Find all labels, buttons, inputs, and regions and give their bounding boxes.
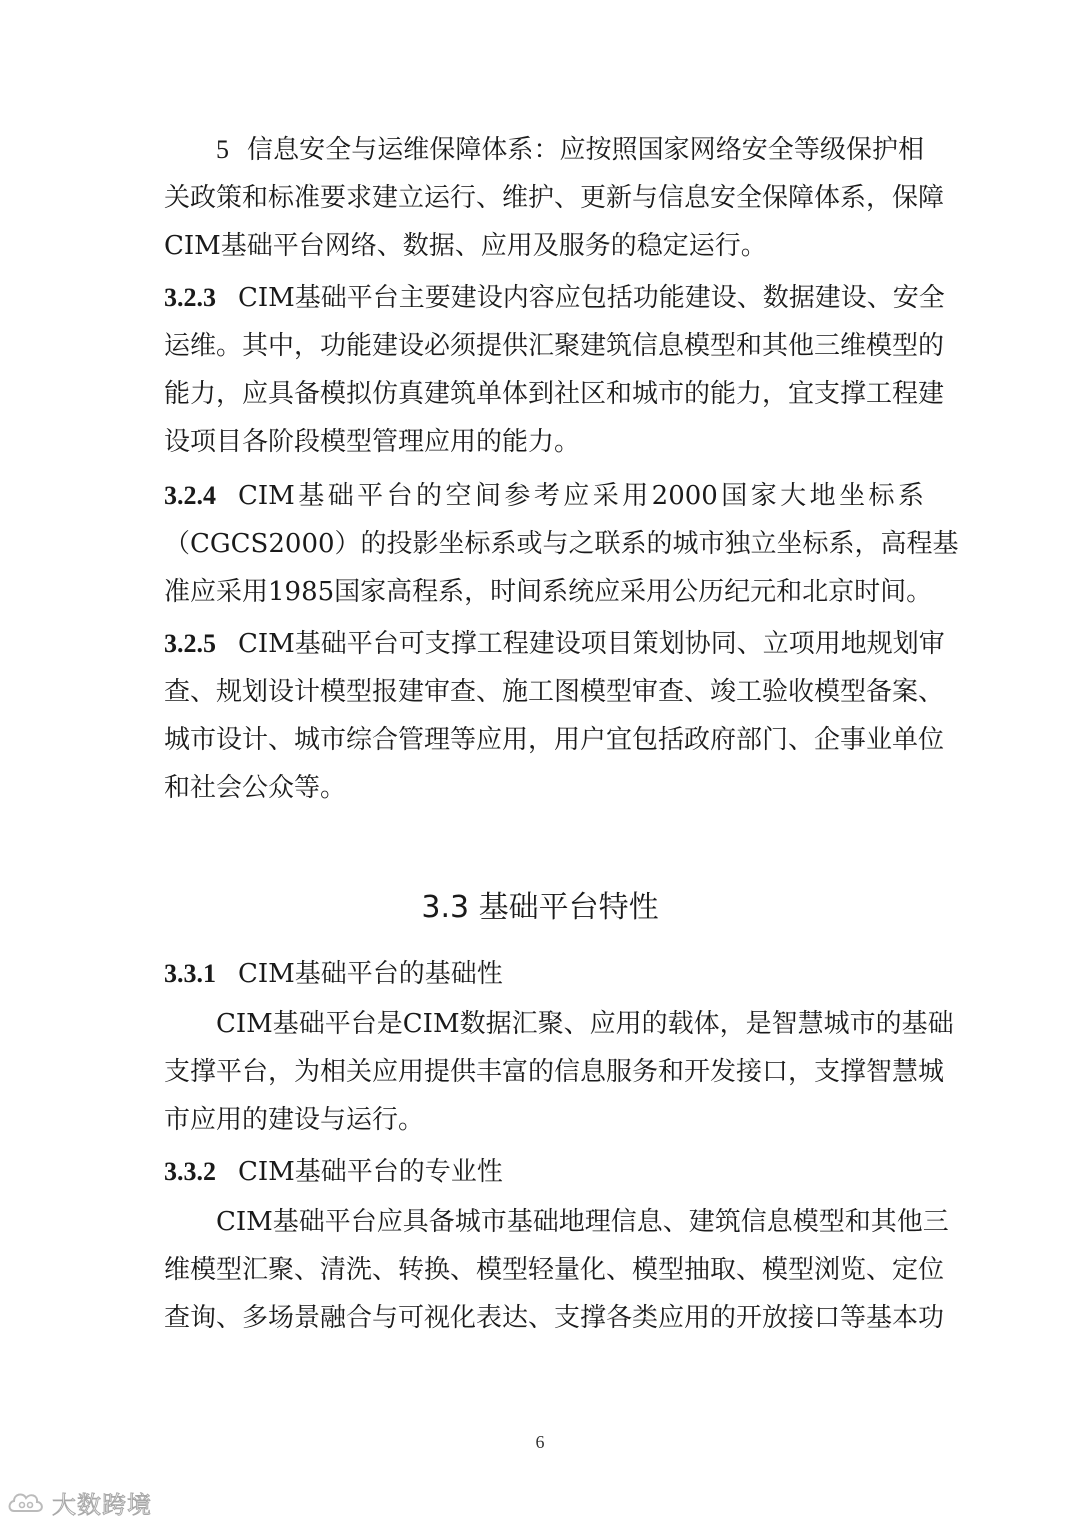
line-text: CIM基础平台的基础性 [238, 959, 503, 989]
paragraph-line [164, 228, 924, 264]
line-text: 设项目各阶段模型管理应用的能力。 [164, 427, 581, 457]
line-text: CIM基础平台可支撑工程建设项目策划协同、立项用地规划审 [238, 629, 945, 659]
line-text: 查询、多场景融合与可视化表达、支撑各类应用的开放接口等基本功 [164, 1303, 945, 1333]
paragraph-line [164, 770, 924, 806]
clause-line [164, 478, 924, 514]
clause-number: 3.3.1 [164, 959, 216, 988]
page-number: 6 [535, 1432, 545, 1452]
line-text: 城市设计、城市综合管理等应用，用户宜包括政府部门、企事业单位 [164, 725, 945, 755]
paragraph-line [164, 1300, 945, 1336]
cloud-logo-icon [6, 1487, 46, 1517]
line-text: 信息安全与运维保障体系：应按照国家网络安全等级保护相 [247, 135, 924, 165]
line-text: （CGCS2000）的投影坐标系或与之联系的城市独立坐标系，高程基 [164, 529, 959, 559]
line-text: 支撑平台，为相关应用提供丰富的信息服务和开发接口，支撑智慧城 [164, 1057, 945, 1087]
line-text: CIM基础平台是CIM数据汇聚、应用的载体，是智慧城市的基础 [216, 1009, 954, 1039]
line-text: 市应用的建设与运行。 [164, 1105, 425, 1135]
line-text: 准应采用1985国家高程系，时间系统应采用公历纪元和北京时间。 [164, 577, 933, 607]
line-text: 能力，应具备模拟仿真建筑单体到社区和城市的能力，宜支撑工程建 [164, 379, 945, 409]
paragraph-line [164, 424, 924, 460]
clause-number: 3.2.5 [164, 629, 216, 658]
line-text: CIM基础平台应具备城市基础地理信息、建筑信息模型和其他三 [216, 1207, 949, 1237]
line-text: CIM基础平台主要建设内容应包括功能建设、数据建设、安全 [238, 283, 945, 313]
line-text: 运维。其中，功能建设必须提供汇聚建筑信息模型和其他三维模型的 [164, 331, 945, 361]
line-text: 维模型汇聚、清洗、转换、模型轻量化、模型抽取、模型浏览、定位 [164, 1255, 945, 1285]
paragraph-line [164, 1102, 924, 1138]
paragraph-line [216, 1204, 949, 1240]
item-number: 5 [216, 135, 229, 164]
paragraph-line [164, 722, 945, 758]
clause-number: 3.2.4 [164, 481, 216, 510]
paragraph-line [164, 376, 945, 412]
paragraph-line [164, 328, 945, 364]
section-heading: 3.3 基础平台特性 [421, 890, 659, 925]
paragraph-line [164, 574, 933, 610]
clause-line [164, 280, 945, 316]
line-text: 和社会公众等。 [164, 773, 347, 803]
clause-line [164, 956, 924, 992]
clause-line [164, 1154, 924, 1190]
line-text: CIM基础平台的空间参考应采用2000国家大地坐标系 [238, 481, 924, 511]
paragraph-line [164, 180, 945, 216]
paragraph-line [164, 1054, 945, 1090]
line-text: CIM基础平台的专业性 [238, 1157, 503, 1187]
watermark-text: 大数跨境 [52, 1490, 152, 1519]
line-text: 关政策和标准要求建立运行、维护、更新与信息安全保障体系，保障 [164, 183, 945, 213]
paragraph-line [216, 1006, 954, 1042]
clause-number: 3.3.2 [164, 1157, 216, 1186]
line-text: CIM基础平台网络、数据、应用及服务的稳定运行。 [164, 231, 767, 261]
clause-number: 3.2.3 [164, 283, 216, 312]
line-text: 查、规划设计模型报建审查、施工图模型审查、竣工验收模型备案、 [164, 677, 945, 707]
clause-line [164, 626, 945, 662]
watermark [6, 1482, 152, 1522]
paragraph-line [164, 1252, 945, 1288]
paragraph-line [164, 526, 959, 562]
paragraph-line [216, 132, 924, 168]
paragraph-line [164, 674, 945, 710]
